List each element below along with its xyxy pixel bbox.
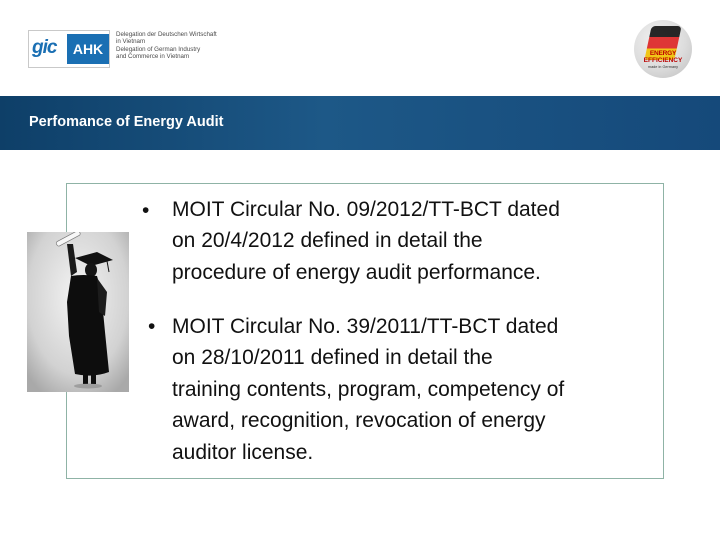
page-title: Perfomance of Energy Audit [29, 114, 224, 130]
bullet-line: MOIT Circular No. 09/2012/TT-BCT dated [172, 198, 560, 221]
bullet-line: award, recognition, revocation of energy [172, 409, 546, 433]
bullet-line: on 28/10/2011 defined in detail the [172, 346, 493, 370]
logo-caption-line: Delegation der Deutschen Wirtschaft [116, 31, 217, 38]
title-bar [0, 96, 720, 150]
bullet-text-2 [172, 311, 564, 468]
logo-ahk-text: AHK [67, 34, 109, 64]
ahk-logo [28, 30, 238, 68]
logo-gic-text: gic [32, 37, 57, 58]
bullet-line: training contents, program, competency of [172, 377, 565, 401]
logo-caption [116, 31, 246, 61]
logo-caption-line: in Vietnam [116, 38, 146, 46]
bullet-line: on 20/4/2012 defined in detail the [172, 229, 483, 253]
badge-line-3: made in Germany [647, 65, 679, 69]
logo-mark [28, 30, 110, 68]
badge-line-2: EFFICIENCY [643, 57, 683, 64]
bullet-line: MOIT Circular No. 39/2011/TT-BCT dated [172, 315, 559, 338]
logo-caption-line: Delegation of German Industry [116, 45, 201, 53]
badge-line-1: ENERGY [649, 50, 677, 57]
bullet-line: procedure of energy audit performance. [172, 260, 541, 284]
bullet-line: auditor license. [172, 440, 314, 464]
energy-efficiency-badge [634, 20, 692, 78]
graduate-silhouette-icon [27, 232, 129, 392]
bullet-marker: • [148, 315, 156, 338]
bullet-text-1 [172, 194, 560, 288]
logo-caption-line: and Commerce in Vietnam [116, 53, 190, 61]
bullet-marker: • [142, 199, 150, 222]
